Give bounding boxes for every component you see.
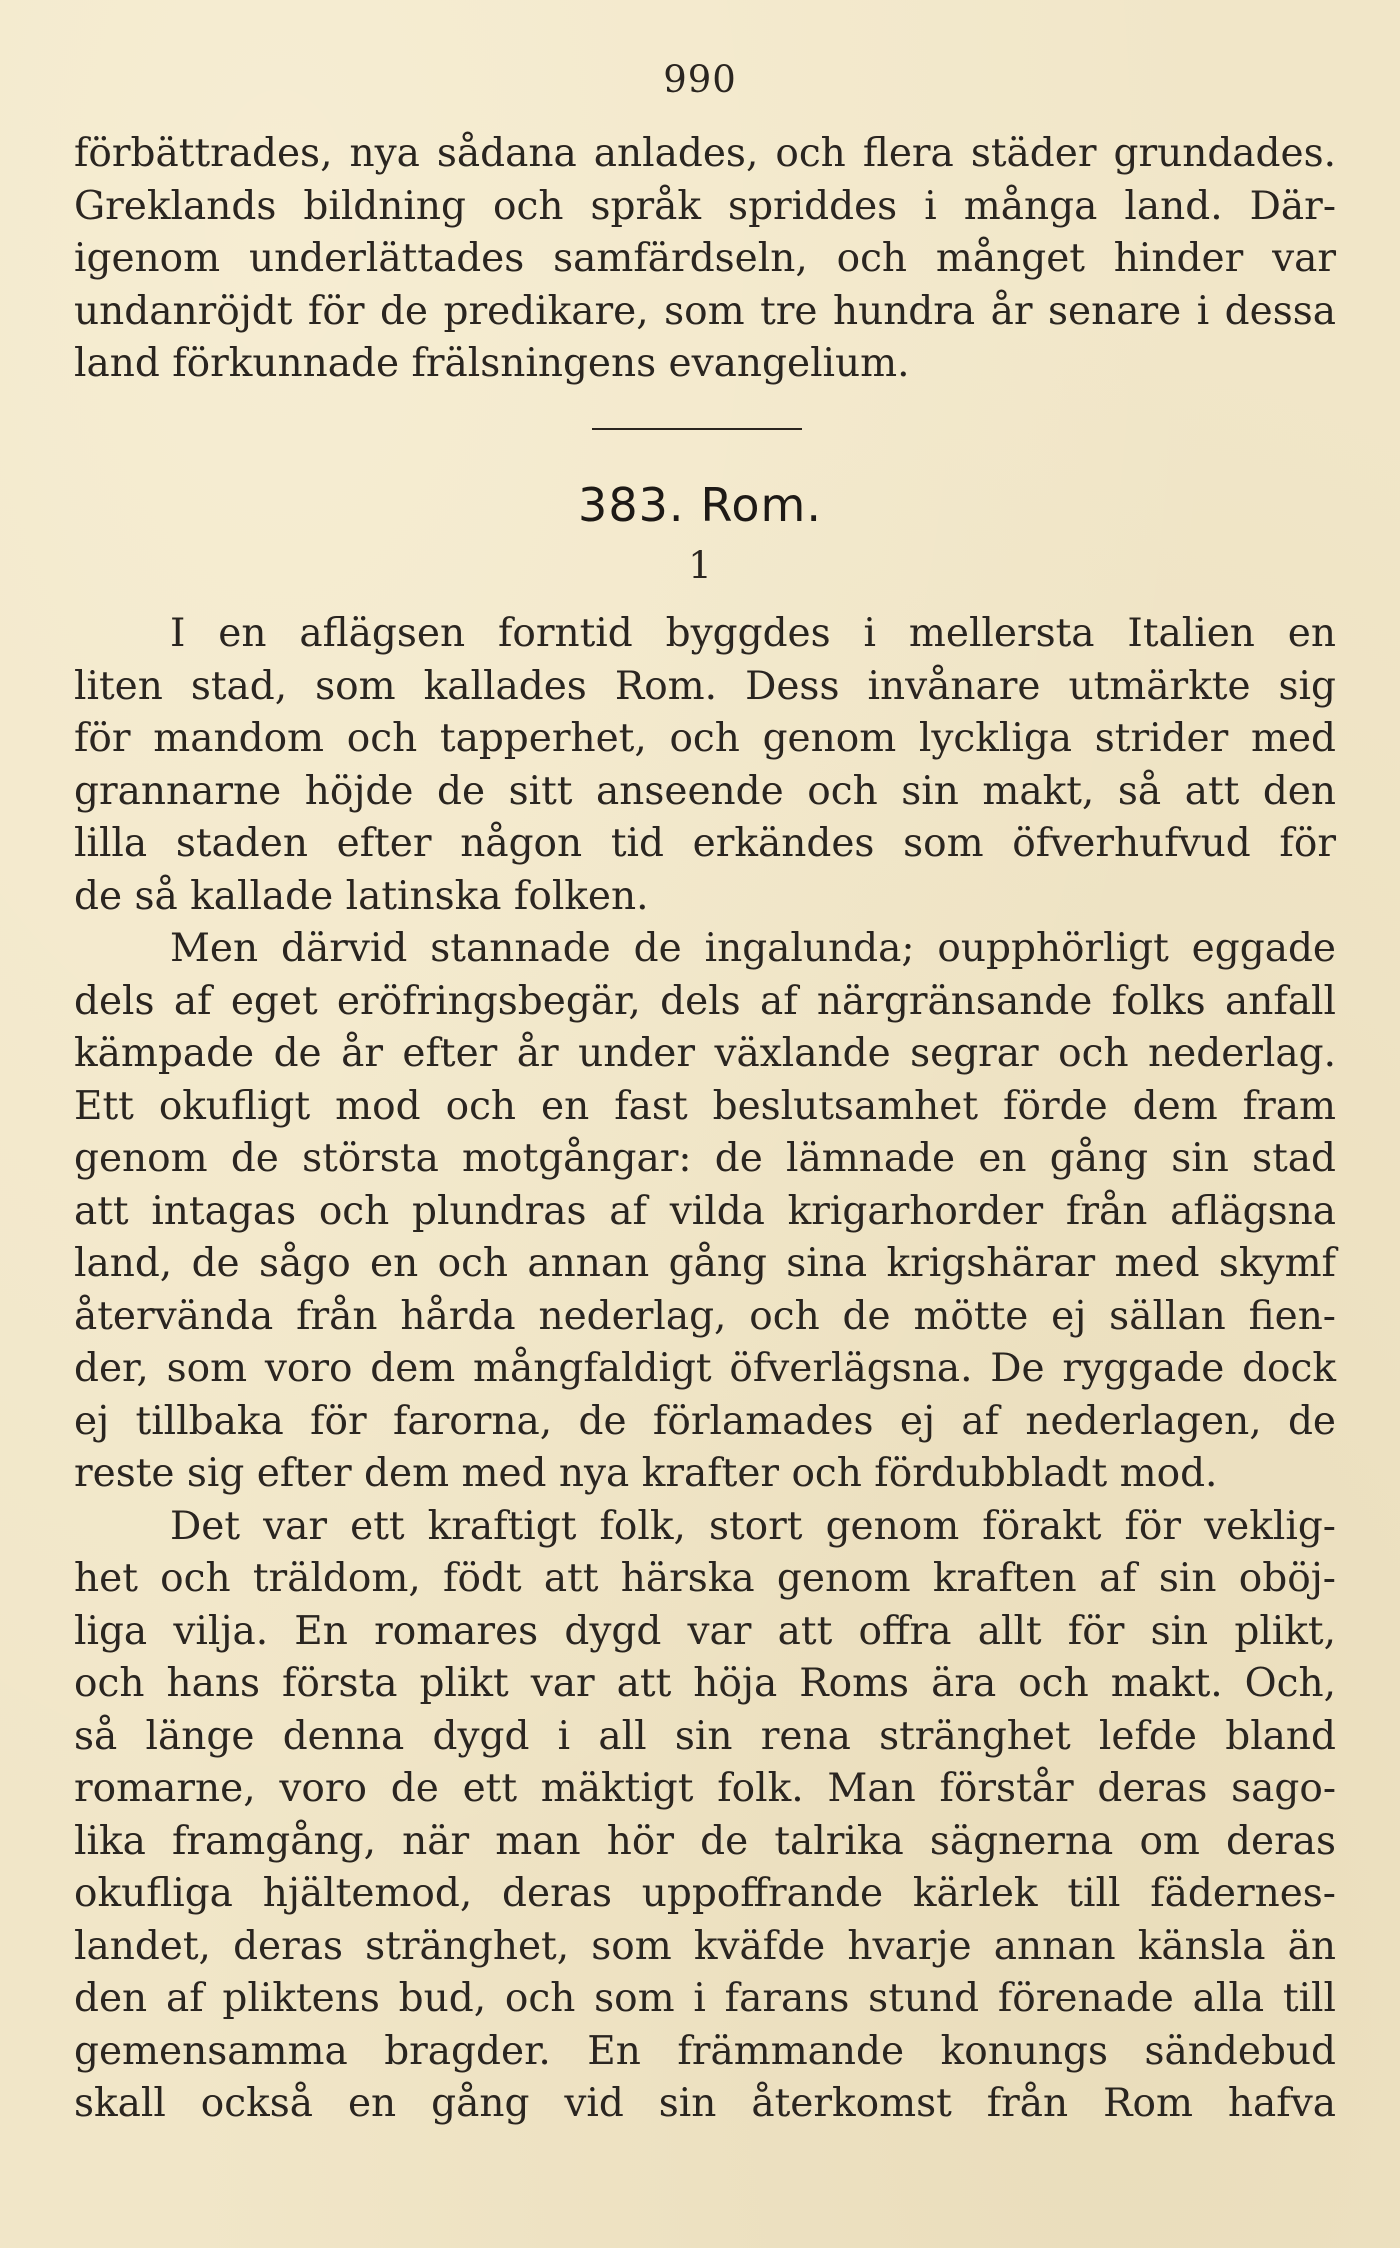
text-line: lika framgång, när man hör de talrika sägnerna om deras xyxy=(74,1818,1336,1864)
text-line: för mandom och tapperhet, och genom lyckliga strider med xyxy=(74,716,1336,761)
text-line: skall också en gång vid sin återkomst från Rom hafva xyxy=(74,2081,1336,2126)
text-line: gemensamma bragder. En främmande konungs sändebud xyxy=(74,2028,1336,2074)
section-number: 383. xyxy=(578,478,685,532)
text-line: Ett okufligt mod och en fast beslutsamhet förde dem fram xyxy=(74,1083,1336,1129)
text-line: genom de största motgångar: de lämnade en gång sin stad xyxy=(74,1136,1336,1181)
text-line: de så kallade latinska folken. xyxy=(74,873,649,919)
text-line: ej tillbaka för farorna, de förlamades ej af nederlagen, de xyxy=(74,1398,1336,1444)
text-line: att intagas och plundras af vilda krigarhorder från aflägsna xyxy=(74,1188,1336,1234)
section-heading xyxy=(0,478,1400,532)
page-number: 990 xyxy=(663,58,737,101)
text-line: igenom underlättades samfärdseln, och månget hinder var xyxy=(74,236,1336,281)
section-divider xyxy=(592,428,802,430)
section-title: Rom. xyxy=(700,478,822,532)
body-text xyxy=(74,608,1336,2131)
text-line: kämpade de år efter år under växlande segrar och nederlag. xyxy=(74,1031,1336,1076)
text-line: reste sig efter dem med nya krafter och fördubbladt mod. xyxy=(74,1451,1218,1496)
text-line: land förkunnade frälsningens evangelium. xyxy=(74,341,910,386)
text-line: och hans första plikt var att höja Roms ära och makt. Och, xyxy=(74,1661,1336,1706)
intro-paragraph xyxy=(74,128,1336,391)
text-line: dels af eget eröfringsbegär, dels af närgränsande folks anfall xyxy=(74,978,1336,1024)
text-line: återvända från hårda nederlag, och de mötte ej sällan fien- xyxy=(74,1293,1336,1339)
text-line: den af pliktens bud, och som i farans stund förenade alla till xyxy=(74,1976,1336,2021)
text-line: lilla staden efter någon tid erkändes som öfverhufvud för xyxy=(74,821,1336,866)
text-line: grannarne höjde de sitt anseende och sin makt, så att den xyxy=(74,768,1336,814)
text-line: het och träldom, födt att härska genom kraften af sin oböj- xyxy=(74,1556,1336,1601)
text-line: okufliga hjältemod, deras uppoffrande kärlek till fädernes- xyxy=(74,1871,1336,1916)
text-line: så länge denna dygd i all sin rena stränghet lefde bland xyxy=(74,1713,1336,1759)
text-line: I en aflägsen forntid byggdes i mellersta Italien en xyxy=(170,611,1336,656)
text-line: land, de sågo en och annan gång sina krigshärar med skymf xyxy=(74,1241,1336,1286)
text-line: Men därvid stannade de ingalunda; oupphörligt eggade xyxy=(170,926,1336,971)
text-line: der, som voro dem mångfaldigt öfverlägsna. De ryggade dock xyxy=(74,1346,1336,1391)
text-line: romarne, voro de ett mäktigt folk. Man förstår deras sago- xyxy=(74,1766,1336,1811)
text-line: Greklands bildning och språk spriddes i många land. Där- xyxy=(74,183,1336,229)
text-line: landet, deras stränghet, som kväfde hvarje annan känsla än xyxy=(74,1923,1336,1969)
text-line: Det var ett kraftigt folk, stort genom förakt för veklig- xyxy=(170,1503,1336,1549)
text-line: liga vilja. En romares dygd var att offra allt för sin plikt, xyxy=(74,1608,1336,1654)
text-line: undanröjdt för de predikare, som tre hundra år senare i dessa xyxy=(74,288,1336,334)
text-line: liten stad, som kallades Rom. Dess invånare utmärkte sig xyxy=(74,663,1336,709)
text-line: förbättrades, nya sådana anlades, och flera städer grundades. xyxy=(74,131,1336,176)
subsection-number: 1 xyxy=(688,544,712,587)
